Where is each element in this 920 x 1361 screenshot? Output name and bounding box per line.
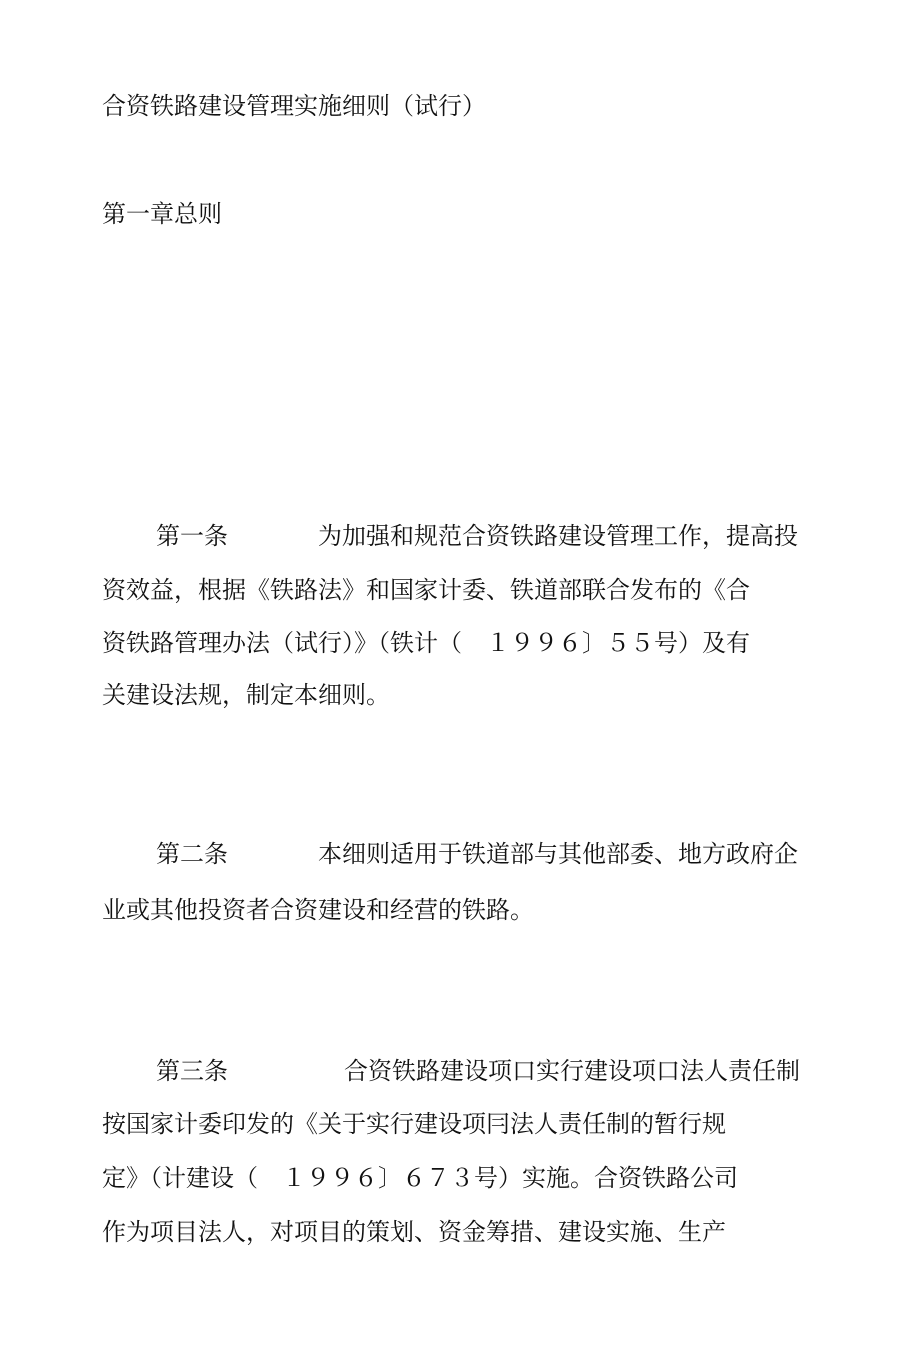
article-1-line-2: 资铁路管理办法（试行）》（铁计（ １９９６〕５５号）及有 bbox=[102, 629, 750, 657]
article-2-first-line: 本细则适用于铁道部与其他部委、地方政府企 bbox=[318, 840, 798, 868]
chapter-heading: 第一章总则 bbox=[102, 200, 222, 228]
article-3-line-1: 按国家计委印发的《关于实行建设项冃法人责任制的暂行规 bbox=[102, 1110, 726, 1138]
article-2-label: 第二条 bbox=[156, 840, 228, 868]
document-title: 合资铁路建设管理实施细则（试行） bbox=[102, 92, 486, 120]
article-3-line-3: 作为项目法人，对项目的策划、资金筹措、建设实施、生产 bbox=[102, 1218, 726, 1246]
article-3-label: 第三条 bbox=[156, 1057, 228, 1085]
article-3-line-2: 定》（计建设（ １９９６〕６７３号）实施。合资铁路公司 bbox=[102, 1164, 738, 1192]
article-1-label: 第一条 bbox=[156, 522, 228, 550]
article-2-line-1: 业或其他投资者合资建设和经营的铁路。 bbox=[102, 896, 534, 924]
article-1-line-1: 资效益，根据《铁路法》和国家计委、铁道部联合发布的《合 bbox=[102, 576, 750, 604]
article-1-first-line: 为加强和规范合资铁路建设管理工作，提高投 bbox=[318, 522, 798, 550]
article-1-line-3: 关建设法规，制定本细则。 bbox=[102, 681, 390, 709]
article-3-first-line: 合资铁路建设项口实行建设项口法人责任制 bbox=[344, 1057, 800, 1085]
